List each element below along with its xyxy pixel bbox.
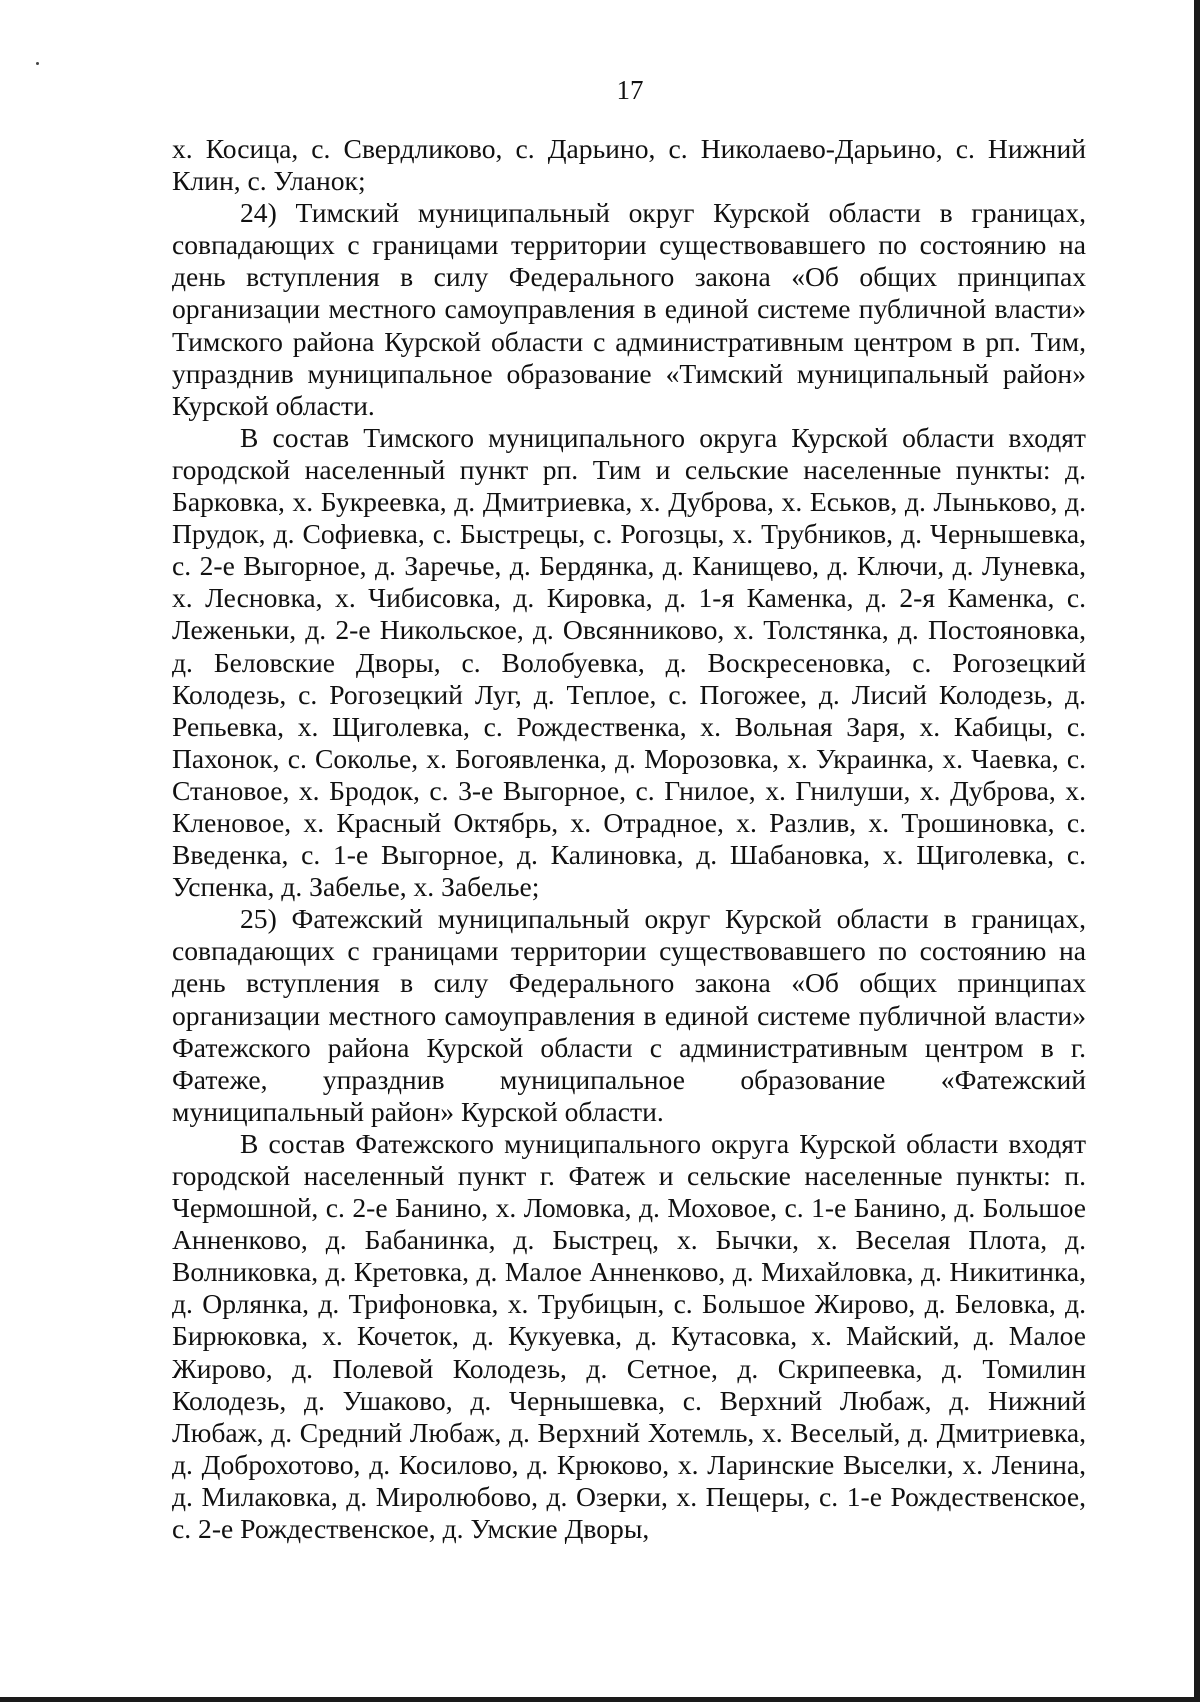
paragraph-item-24: 24) Тимский муниципальный округ Курской области в границах, совпадающих с границами территории существовавшего по состоянию на день вступления в силу Федерального закона «Об общих принципах организации местного самоуправления в единой системе публичной власти» Тимского района Курской области с административным центром в рп. Тим, упразднив муниципальное образование «Тимский муниципальный район» Курской области.	[172, 197, 1086, 421]
paragraph-tim-settlements: В состав Тимского муниципального округа Курской области входят городской населенный пункт рп. Тим и сельские населенные пункты: д. Барковка, х. Букреевка, д. Дмитриевка, х. Дуброва, х. Еськов, д. Лыньково, д. Прудок, д. Софиевка, с. Быстрецы, с. Рогозцы, х. Трубников, д. Чернышевка, с. 2-е Выгорное, д. Заречье, д. Бердянка, д. Канищево, д. Ключи, д. Луневка, х. Лесновка, х. Чибисовка, д. Кировка, д. 1-я Каменка, д. 2-я Каменка, с. Леженьки, д. 2-е Никольское, д. Овсянниково, х. Толстянка, д. Постояновка, д. Беловские Дворы, с. Волобуевка, д. Воскресеновка, с. Рогозецкий Колодезь, с. Рогозецкий Луг, д. Теплое, с. Погожее, д. Лисий Колодезь, д. Репьевка, х. Щиголевка, с. Рождественка, х. Вольная Заря, х. Кабицы, с. Пахонок, с. Соколье, х. Богоявленка, д. Морозовка, х. Украинка, х. Чаевка, с. Становое, х. Бродок, с. 3-е Выгорное, с. Гнилое, х. Гнилуши, х. Дуброва, х. Кленовое, х. Красный Октябрь, х. Отрадное, х. Разлив, х. Трошиновка, с. Введенка, с. 1-е Выгорное, д. Калиновка, д. Шабановка, х. Щиголевка, с. Успенка, д. Забелье, х. Забелье;	[172, 421, 1086, 903]
paragraph-item-25: 25) Фатежский муниципальный округ Курской области в границах, совпадающих с границами территории существовавшего по состоянию на день вступления в силу Федерального закона «Об общих принципах организации местного самоуправления в единой системе публичной власти» Фатежского района Курской области с административным центром в г. Фатеже, упразднив муниципальное образование «Фатежский муниципальный район» Курской области.	[172, 903, 1086, 1127]
document-body	[172, 133, 1086, 1545]
scan-speck	[36, 62, 39, 65]
paragraph-fatezh-settlements: В состав Фатежского муниципального округа Курской области входят городской населенный пункт г. Фатеж и сельские населенные пункты: п. Чермошной, с. 2-е Банино, х. Ломовка, д. Моховое, с. 1-е Банино, д. Большое Анненково, д. Бабанинка, д. Быстрец, х. Бычки, х. Веселая Плота, д. Волниковка, д. Кретовка, д. Малое Анненково, д. Михайловка, д. Никитинка, д. Орлянка, д. Трифоновка, х. Трубицын, с. Большое Жирово, д. Беловка, д. Бирюковка, х. Кочеток, д. Кукуевка, д. Кутасовка, х. Майский, д. Малое Жирово, д. Полевой Колодезь, д. Сетное, д. Скрипеевка, д. Томилин Колодезь, д. Ушаково, д. Чернышевка, с. Верхний Любаж, д. Нижний Любаж, д. Средний Любаж, д. Верхний Хотемль, х. Веселый, д. Дмитриевка, д. Доброхотово, д. Косилово, д. Крюково, х. Ларинские Выселки, х. Ленина, д. Милаковка, д. Миролюбово, д. Озерки, х. Пещеры, с. 1-е Рождественское, с. 2-е Рождественское, д. Умские Дворы,	[172, 1127, 1086, 1545]
scan-edge-bottom	[0, 1697, 1200, 1702]
scan-edge-right	[1194, 0, 1200, 1702]
paragraph-continuation: х. Косица, с. Свердликово, с. Дарьино, с. Николаево-Дарьино, с. Нижний Клин, с. Уланок;	[172, 133, 1086, 197]
page-number: 17	[616, 75, 644, 105]
